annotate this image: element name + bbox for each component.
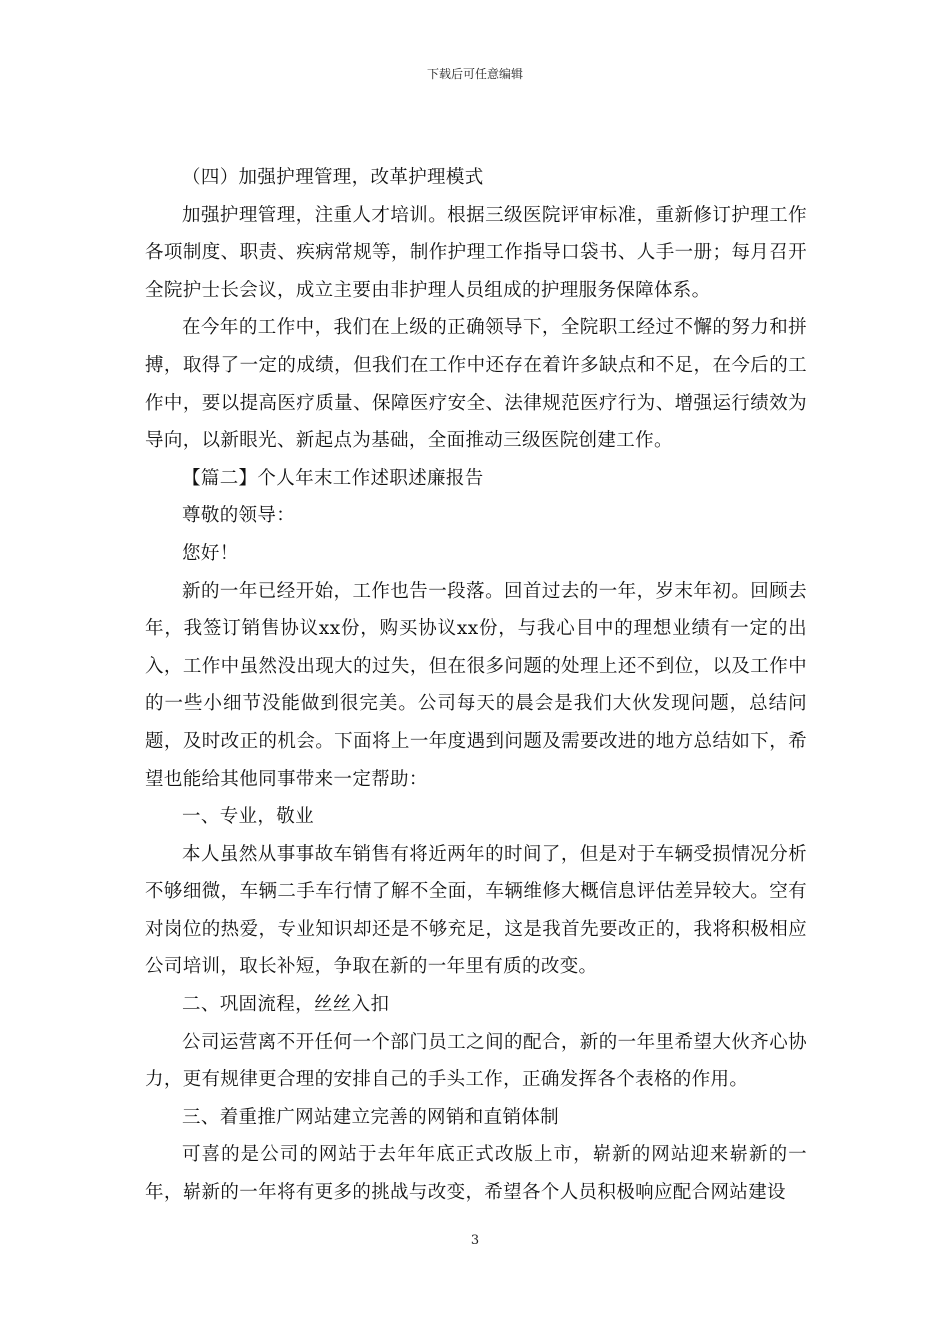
section-heading: （四）加强护理管理，改革护理模式 xyxy=(182,167,484,188)
paragraph: 可喜的是公司的网站于去年年底正式改版上市，崭新的网站迎来崭新的一年，崭新的一年将有更多的挑战与改变，希望各个人员积极响应配合网站建设 xyxy=(145,1144,807,1204)
page-number: 3 xyxy=(470,1233,480,1248)
section-heading: 一、专业，敬业 xyxy=(182,806,314,828)
section-heading: 二、巩固流程，丝丝入扣 xyxy=(182,994,390,1016)
salutation: 尊敬的领导： xyxy=(182,505,296,527)
page-header: 下载后可任意编辑 xyxy=(426,67,523,81)
section-heading: 三、着重推广网站建立完善的网销和直销体制 xyxy=(182,1106,560,1128)
paragraph: 加强护理管理，注重人才培训。根据三级医院评审标准，重新修订护理工作各项制度、职责、疾病常规等，制作护理工作指导口袋书、人手一册；每月召开全院护士长会议，成立主要由非护理人员组成的护理服务保障体系。 xyxy=(145,204,807,301)
article-title: 【篇二】个人年末工作述职述廉报告 xyxy=(182,467,484,489)
paragraph: 本人虽然从事事故车销售有将近两年的时间了，但是对于车辆受损情况分析不够细微，车辆二手车行情了解不全面，车辆维修大概信息评估差异较大。空有对岗位的热爱，专业知识却还是不够充足，这是我首先要改正的，我将积极相应公司培训，取长补短，争取在新的一年里有质的改变。 xyxy=(145,843,807,978)
document-body xyxy=(145,159,807,1212)
paragraph: 在今年的工作中，我们在上级的正确领导下，全院职工经过不懈的努力和拼搏，取得了一定的成绩，但我们在工作中还存在着许多缺点和不足，在今后的工作中，要以提高医疗质量、保障医疗安全、法律规范医疗行为、增强运行绩效为导向，以新眼光、新起点为基础，全面推动三级医院创建工作。 xyxy=(145,317,807,452)
greeting: 您好！ xyxy=(182,542,239,564)
paragraph: 公司运营离不开任何一个部门员工之间的配合，新的一年里希望大伙齐心协力，更有规律更合理的安排自己的手头工作，正确发挥各个表格的作用。 xyxy=(145,1031,807,1091)
paragraph: 新的一年已经开始，工作也告一段落。回首过去的一年，岁末年初。回顾去年，我签订销售协议xx份，购买协议xx份，与我心目中的理想业绩有一定的出入，工作中虽然没出现大的过失，但在很多问题的处理上还不到位，以及工作中的一些小细节没能做到很完美。公司每天的晨会是我们大伙发现问题，总结问题，及时改正的机会。下面将上一年度遇到问题及需要改进的地方总结如下，希望也能给其他同事带来一定帮助： xyxy=(145,580,807,790)
